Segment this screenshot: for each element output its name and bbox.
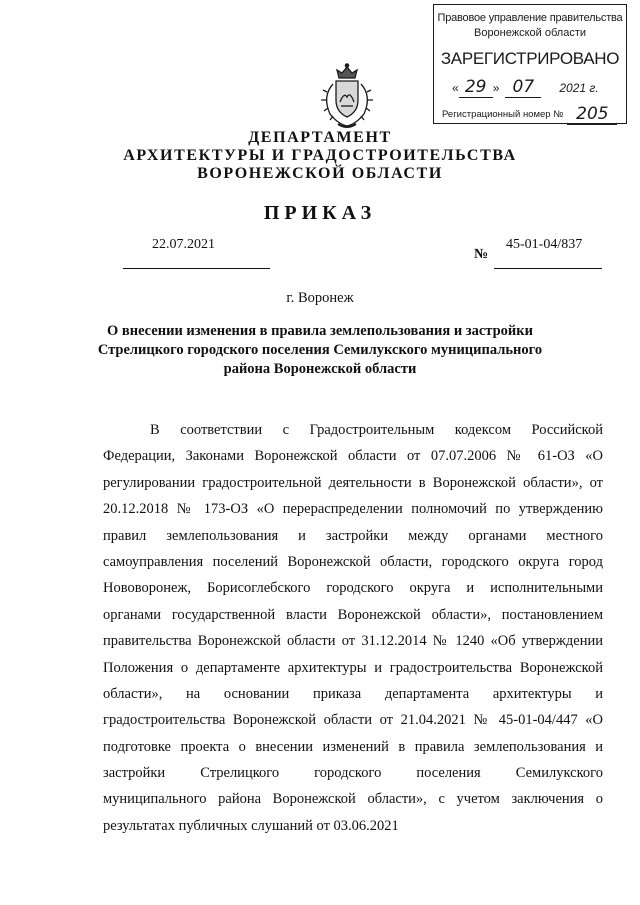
- stamp-registration: [442, 104, 617, 125]
- subject-line: Стрелицкого городского поселения Семилукского муниципального: [97, 342, 543, 358]
- city-line: г. Воронеж: [286, 290, 354, 306]
- order-subject: [0, 322, 640, 379]
- body-line: результатах публичных слушаний от 03.06.2021: [103, 817, 399, 834]
- order-number: 45-01-04/837: [506, 237, 583, 252]
- body-line: органами государственной власти Воронежской области», постановлением: [103, 606, 603, 623]
- body-line: самоуправления поселений Воронежской области, городского округа город: [103, 553, 603, 570]
- department-title-line-3: ВОРОНЕЖСКОЙ ОБЛАСТИ: [197, 165, 443, 182]
- stamp-reg-label: Регистрационный номер №: [442, 109, 564, 120]
- stamp-date: [452, 77, 599, 98]
- body-line: застройки Стрелицкого городского поселения Семилукского: [103, 765, 603, 782]
- stamp-reg-number: 205: [567, 104, 617, 125]
- stamp-date-close-quote: »: [492, 81, 500, 95]
- body-line: Положения о департаменте архитектуры и градостроительства Воронежской: [103, 659, 603, 676]
- body-paragraph: [103, 420, 603, 842]
- body-line: Нововоронеж, Борисоглебского городского округа и исполнительными: [103, 580, 603, 597]
- coat-of-arms-icon: [318, 62, 376, 132]
- body-line: правил землепользования и застройки между органами местного: [103, 527, 603, 544]
- body-line: правительства Воронежской области от 31.12.2014 № 1240 «Об утверждении: [103, 633, 603, 650]
- body-line: муниципального района Воронежской области», с учетом заключения о: [103, 791, 603, 808]
- body-line: подготовке проекта о внесении изменений в правила землепользования и: [103, 738, 603, 755]
- stamp-year: 2021 г.: [559, 81, 599, 95]
- document-type-title: ПРИКАЗ: [263, 202, 377, 224]
- order-date: 22.07.2021: [152, 237, 215, 252]
- body-line: Федерации, Законами Воронежской области от 07.07.2006 № 61-ОЗ «О: [103, 448, 603, 465]
- stamp-authority-line: Правовое управление правительства: [437, 12, 623, 24]
- body-line: области», на основании приказа департамента архитектуры и: [103, 685, 603, 702]
- registration-stamp: [433, 4, 627, 124]
- stamp-date-open-quote: «: [452, 81, 459, 95]
- stamp-title: ЗАРЕГИСТРИРОВАНО: [440, 49, 620, 68]
- subject-line: района Воронежской области: [223, 361, 417, 377]
- body-line: 20.12.2018 № 173-ОЗ «О перераспределении полномочий по утверждению: [103, 501, 603, 518]
- department-title-line-2: АРХИТЕКТУРЫ И ГРАДОСТРОИТЕЛЬСТВА: [123, 147, 517, 164]
- body-line: регулировании градостроительной деятельности в Воронежской области», от: [103, 474, 603, 491]
- department-title-line-1: ДЕПАРТАМЕНТ: [248, 129, 392, 146]
- stamp-month: 07: [505, 77, 541, 98]
- order-number-sign: №: [474, 247, 489, 262]
- body-line: В соответствии с Градостроительным кодексом Российской: [150, 422, 603, 438]
- order-number-underline: [494, 268, 602, 269]
- body-line: градостроительства Воронежской области от 21.04.2021 № 45-01-04/447 «О: [103, 712, 603, 729]
- stamp-day: 29: [459, 77, 493, 98]
- subject-line: О внесении изменения в правила землепользования и застройки: [106, 323, 533, 339]
- order-date-underline: [123, 268, 270, 269]
- stamp-region-line: Воронежской области: [473, 27, 586, 39]
